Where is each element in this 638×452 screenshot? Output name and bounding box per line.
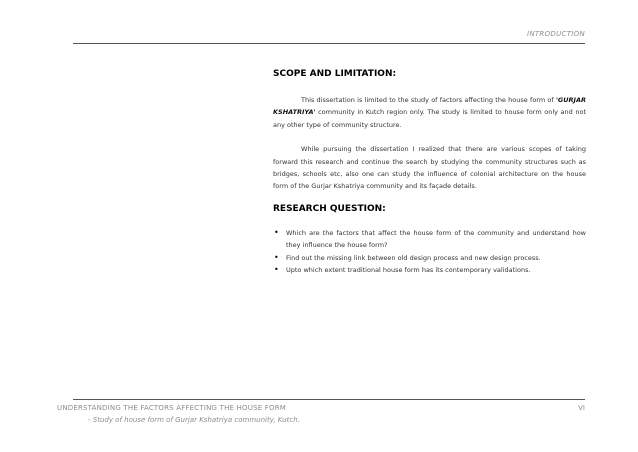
list-item	[273, 264, 586, 276]
running-header-title: INTRODUCTION	[526, 30, 585, 38]
scope-heading: SCOPE AND LIMITATION:	[273, 69, 397, 79]
bullet-icon: •	[274, 252, 279, 262]
bullet-icon: •	[274, 227, 279, 237]
list-item	[273, 227, 586, 252]
list-item-text: Upto which extent traditional house form has its contemporary validations.	[286, 266, 531, 275]
footer-document-subtitle: - Study of house form of Gurjar Kshatriya community, Kutch.	[88, 416, 300, 424]
scope-paragraph-1-end: community in Kutch region only. The study is limited to house form only and not any other type of community structure.	[273, 108, 586, 129]
bullet-icon: •	[274, 265, 279, 275]
list-item	[273, 252, 586, 264]
research-question-heading: RESEARCH QUESTION:	[273, 203, 386, 214]
header-divider	[73, 43, 585, 44]
scope-paragraph-1-start: This dissertation is limited to the study of factors affecting the house form of	[301, 96, 556, 104]
research-question-list	[273, 227, 586, 277]
page-number: VI	[578, 404, 585, 412]
list-item-text: Which are the factors that affect the house form of the community and understand how they influence the house form?	[286, 228, 586, 250]
list-item-text: Find out the missing link between old design process and new design process.	[286, 253, 541, 262]
main-content	[273, 68, 586, 276]
footer-document-title: UNDERSTANDING THE FACTORS AFFECTING THE HOUSE FORM	[57, 404, 287, 412]
scope-paragraph-1	[273, 94, 586, 131]
footer-divider	[73, 399, 585, 400]
scope-paragraph-2	[273, 143, 586, 193]
community-name-emphasis: 'GURJAR KSHATRIYA'	[273, 96, 586, 117]
scope-paragraph-2-text: While pursuing the dissertation I realized that there are various scopes of taking forward this research and continue the search by studying the community structures such as bridges, schools etc, also one can study the influence of colonial architecture on the house form of the Gurjar Kshatriya community and its façade details.	[273, 145, 586, 191]
